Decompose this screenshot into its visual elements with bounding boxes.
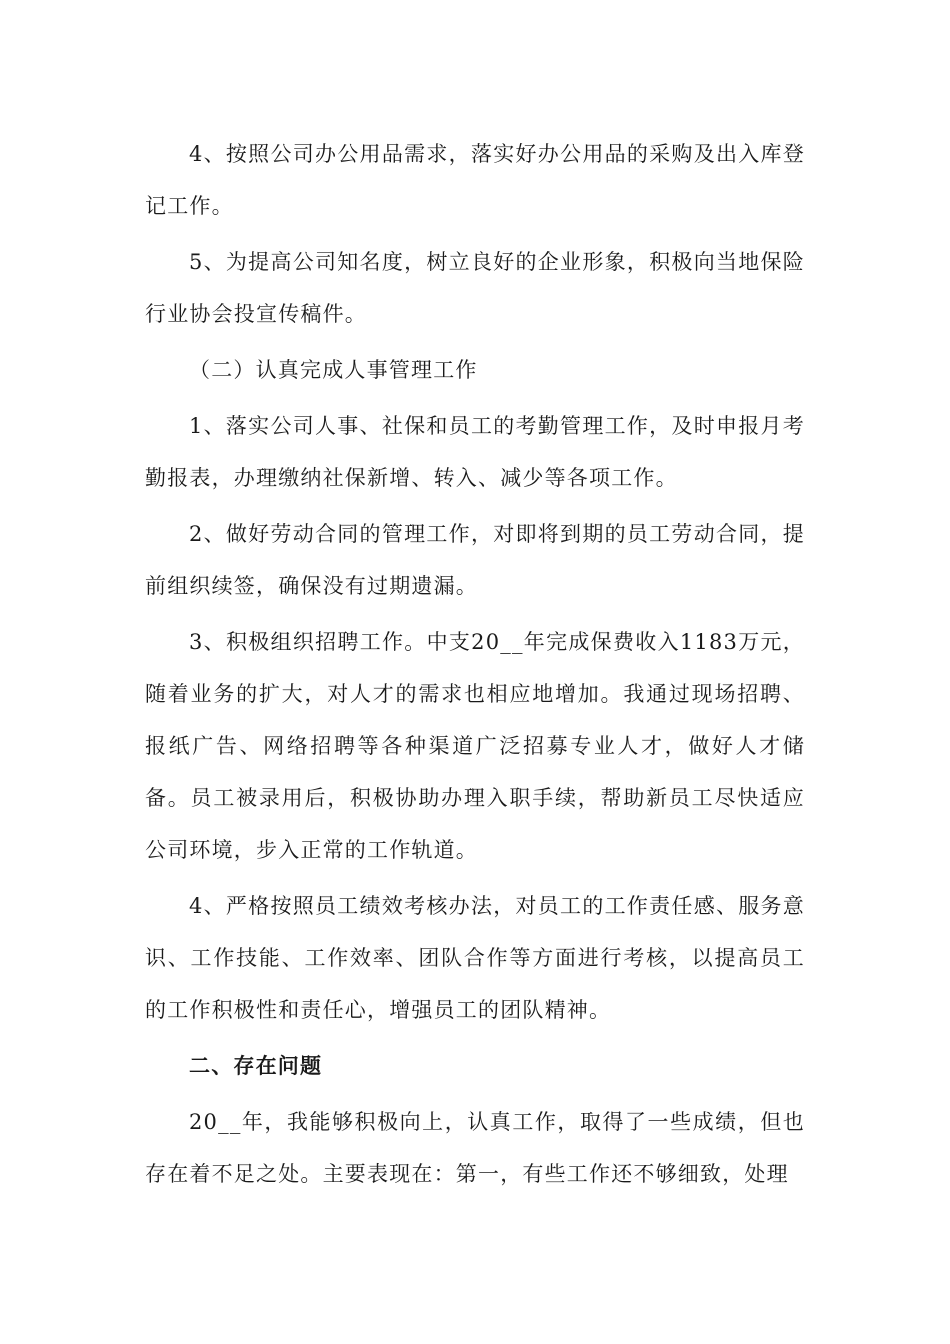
paragraph-performance: 4、严格按照员工绩效考核办法，对员工的工作责任感、服务意识、工作技能、工作效率、团队合作等方面进行考核，以提高员工的工作积极性和责任心，增强员工的团队精神。	[145, 894, 805, 1022]
document-body	[145, 128, 805, 1204]
paragraph-recruitment: 3、积极组织招聘工作。中支20__年完成保费收入1183万元，随着业务的扩大，对人才的需求也相应地增加。我通过现场招聘、报纸广告、网络招聘等各种渠道广泛招募专业人才，做好人才储备。员工被录用后，积极协助办理入职手续，帮助新员工尽快适应公司环境，步入正常的工作轨道。	[145, 630, 805, 862]
section-heading-hr: （二）认真完成人事管理工作	[189, 358, 478, 382]
paragraph-publicity: 5、为提高公司知名度，树立良好的企业形象，积极向当地保险行业协会投宣传稿件。	[145, 250, 805, 326]
section-heading-problems: 二、存在问题	[189, 1054, 323, 1078]
paragraph-attendance: 1、落实公司人事、社保和员工的考勤管理工作，及时申报月考勤报表，办理缴纳社保新增、转入、减少等各项工作。	[145, 414, 805, 490]
paragraph-office-supplies: 4、按照公司办公用品需求，落实好办公用品的采购及出入库登记工作。	[145, 142, 805, 218]
paragraph-labor-contracts: 2、做好劳动合同的管理工作，对即将到期的员工劳动合同，提前组织续签，确保没有过期遗漏。	[145, 522, 805, 598]
paragraph-shortcomings: 20__年，我能够积极向上，认真工作，取得了一些成绩，但也存在着不足之处。主要表现在：第一，有些工作还不够细致，处理	[145, 1110, 805, 1186]
